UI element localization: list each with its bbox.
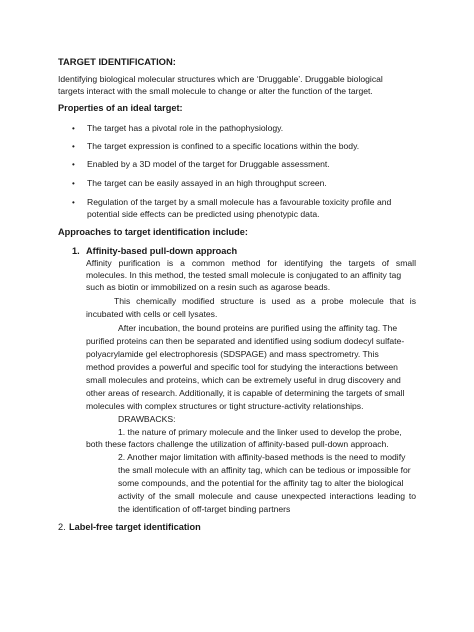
properties-heading: Properties of an ideal target:	[58, 103, 183, 113]
approach-heading: Affinity-based pull-down approach	[86, 246, 238, 256]
drawback-line: both these factors challenge the utilization of affinity-based pull-down approach.	[86, 439, 389, 449]
body-line: other areas of research. Additionally, it is capable of determining the targets of small	[86, 388, 405, 398]
body-line: molecules with complex structures or tight structure-activity relationships.	[86, 401, 364, 411]
body-line: method provides a powerful and specific tool for studying the interactions between	[86, 362, 398, 372]
body-line: small molecules and proteins, which can be extremely useful in drug discovery and	[86, 375, 401, 385]
bullet-icon: •	[72, 142, 75, 151]
body-line: such as biotin or immobilized on a resin such as agarose beads.	[86, 282, 331, 292]
approach-heading: Label-free target identification	[69, 522, 201, 532]
body-line: Affinity purification is a common method for identifying the targets of small	[86, 258, 416, 268]
drawback-line: the identification of off-target binding partners	[118, 504, 291, 514]
bullet-icon: •	[72, 198, 75, 207]
drawback-line: activity of the small molecule and cause unexpected interactions leading to	[118, 491, 416, 501]
property-item: The target expression is confined to a specific locations within the body.	[87, 141, 360, 151]
body-line: molecules. In this method, the tested small molecule is conjugated to an affinity tag	[86, 270, 402, 280]
drawback-line: 1. the nature of primary molecule and the linker used to develop the probe,	[118, 427, 402, 437]
body-line: This chemically modified structure is used as a probe molecule that is	[114, 296, 416, 306]
drawback-line: the small molecule with an affinity tag, which can be tedious or impossible for	[118, 465, 411, 475]
bullet-icon: •	[72, 179, 75, 188]
drawback-line: 2. Another major limitation with affinity-based methods is the need to modify	[118, 452, 406, 462]
property-item: Enabled by a 3D model of the target for Druggable assessment.	[87, 159, 330, 169]
bullet-icon: •	[72, 160, 75, 169]
property-item: The target can be easily assayed in an high throughput screen.	[87, 178, 327, 188]
property-item: Regulation of the target by a small molecule has a favourable toxicity profile and	[87, 197, 392, 207]
drawback-line: some compounds, and the potential for the affinity tag to alter the biological	[118, 478, 404, 488]
property-item: The target has a pivotal role in the pathophysiology.	[87, 123, 284, 133]
approaches-heading: Approaches to target identification include:	[58, 227, 248, 237]
bullet-icon: •	[72, 124, 75, 133]
list-number: 1.	[72, 246, 80, 256]
body-line: After incubation, the bound proteins are purified using the affinity tag. The	[118, 323, 398, 333]
intro-line: Identifying biological molecular structures which are ‘Druggable’. Druggable biological	[58, 74, 383, 84]
body-line: polyacrylamide gel electrophoresis (SDSPAGE) and mass spectrometry. This	[86, 349, 379, 359]
drawbacks-label: DRAWBACKS:	[118, 414, 176, 424]
list-number: 2.	[58, 522, 66, 532]
body-line: purified proteins can then be separated and identified using sodium dodecyl sulfate-	[86, 336, 405, 346]
document-title: TARGET IDENTIFICATION:	[58, 56, 176, 67]
intro-line: targets interact with the small molecule to change or alter the function of the target.	[58, 86, 373, 96]
property-item-continuation: potential side effects can be predicted using phenotypic data.	[87, 209, 320, 219]
body-line: incubated with cells or cell lysates.	[86, 309, 218, 319]
